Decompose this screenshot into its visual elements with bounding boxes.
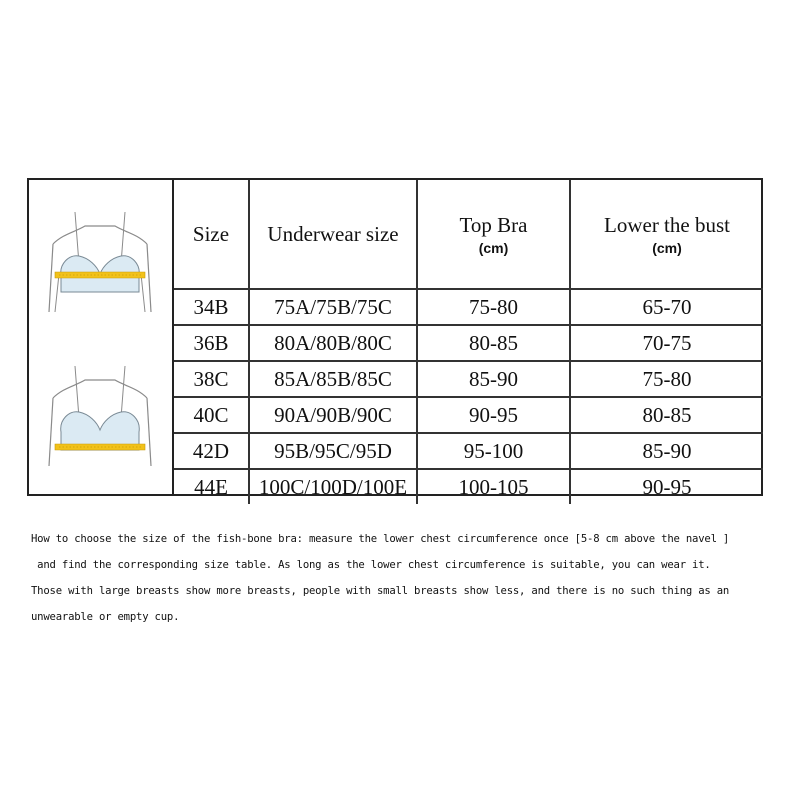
cell-size: 42D <box>174 433 249 469</box>
cell-size: 40C <box>174 397 249 433</box>
cell-underwear: 80A/80B/80C <box>249 325 417 361</box>
table-row <box>174 289 763 325</box>
size-table <box>174 180 763 504</box>
header-lower-bust: Lower the bust (cm) <box>570 180 763 289</box>
cell-underwear: 90A/90B/90C <box>249 397 417 433</box>
note-line: Those with large breasts show more breasts, people with small breasts show less, and there is no such thing as an <box>31 585 730 597</box>
cell-lower-bust: 65-70 <box>570 289 763 325</box>
header-top-bra: Top Bra (cm) <box>417 180 570 289</box>
top-bust-measure-illustration <box>45 204 155 316</box>
header-size: Size <box>174 180 249 289</box>
header-underwear-size: Underwear size <box>249 180 417 289</box>
cell-lower-bust: 80-85 <box>570 397 763 433</box>
cell-top-bra: 80-85 <box>417 325 570 361</box>
cell-top-bra: 90-95 <box>417 397 570 433</box>
illustration-column <box>29 180 174 494</box>
cell-lower-bust: 70-75 <box>570 325 763 361</box>
cell-underwear: 85A/85B/85C <box>249 361 417 397</box>
cell-top-bra: 75-80 <box>417 289 570 325</box>
table-header-row <box>174 180 763 289</box>
cell-lower-bust: 85-90 <box>570 433 763 469</box>
cell-lower-bust: 90-95 <box>570 469 763 504</box>
table-row <box>174 361 763 397</box>
cell-underwear: 95B/95C/95D <box>249 433 417 469</box>
cell-underwear: 75A/75B/75C <box>249 289 417 325</box>
table-row <box>174 325 763 361</box>
cell-top-bra: 85-90 <box>417 361 570 397</box>
table-row <box>174 433 763 469</box>
header-top-bra-unit: (cm) <box>478 239 509 256</box>
header-lower-bust-unit: (cm) <box>652 239 682 256</box>
cell-top-bra: 95-100 <box>417 433 570 469</box>
note-line: How to choose the size of the fish-bone bra: measure the lower chest circumference once [5-8 cm above the navel ] <box>31 533 730 545</box>
size-chart <box>27 178 763 499</box>
table-row <box>174 397 763 433</box>
note-line: and find the corresponding size table. As long as the lower chest circumference is suitable, you can wear it. <box>31 559 711 571</box>
cell-top-bra: 100-105 <box>417 469 570 504</box>
cell-size: 44E <box>194 474 228 499</box>
table-row <box>174 469 763 504</box>
cell-size: 38C <box>174 361 249 397</box>
cell-underwear: 100C/100D/100E <box>249 469 417 504</box>
cell-size: 36B <box>174 325 249 361</box>
cell-lower-bust: 75-80 <box>570 361 763 397</box>
under-bust-measure-illustration <box>45 358 155 470</box>
note-line: unwearable or empty cup. <box>31 611 180 623</box>
size-guide-notes <box>31 526 771 630</box>
cell-size: 34B <box>174 289 249 325</box>
